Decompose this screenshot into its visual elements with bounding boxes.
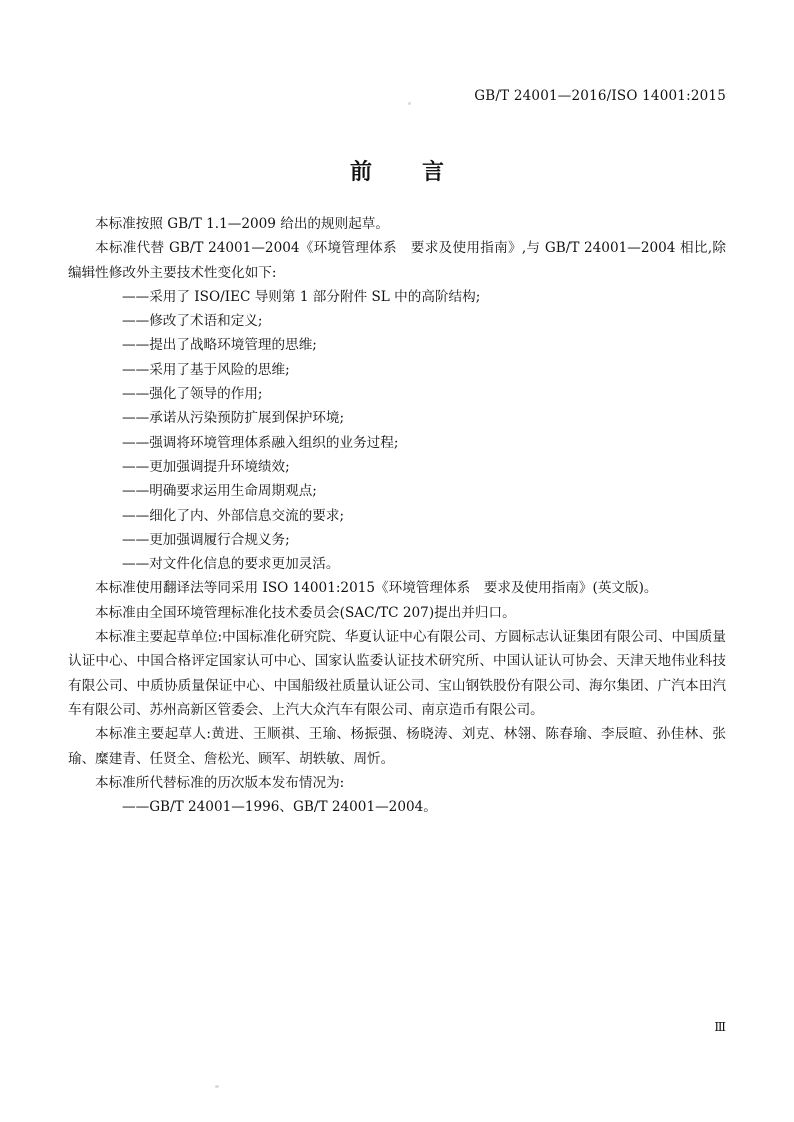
list-item: ——更加强调履行合规义务; [122, 531, 290, 548]
list-item: ——细化了内、外部信息交流的要求; [122, 507, 345, 524]
scan-speck [215, 1085, 219, 1088]
scan-speck [408, 102, 411, 105]
list-item: ——修改了术语和定义; [122, 313, 263, 330]
paragraph: 本标准使用翻译法等同采用 ISO 14001:2015《环境管理体系 要求及使用指南》(英文版)。 [95, 580, 658, 597]
list-item: ——采用了 ISO/IEC 导则第 1 部分附件 SL 中的高阶结构; [122, 288, 481, 305]
paragraph: 本标准代替 GB/T 24001—2004《环境管理体系 要求及使用指南》,与 GB/T 24001—2004 相比,除编辑性修改外主要技术性变化如下: [68, 240, 726, 281]
paragraph: 本标准由全国环境管理标准化技术委员会(SAC/TC 207)提出并归口。 [95, 604, 516, 621]
list-item: ——强化了领导的作用; [122, 386, 263, 403]
list-item: ——明确要求运用生命周期观点; [122, 483, 317, 500]
paragraph: 本标准按照 GB/T 1.1—2009 给出的规则起草。 [95, 216, 389, 232]
page-header-standard-code: GB/T 24001—2016/ISO 14001:2015 [474, 88, 726, 104]
document-body [68, 212, 726, 819]
list-item: ——GB/T 24001—1996、GB/T 24001—2004。 [122, 799, 437, 816]
list-item: ——更加强调提升环境绩效; [122, 458, 290, 475]
paragraph: 本标准主要起草人:黄进、王顺祺、王瑜、杨振强、杨晓涛、刘克、林翎、陈春瑜、李辰暄、孙佳林、张瑜、糜建青、任贤全、詹松光、顾军、胡轶敏、周忻。 [68, 726, 726, 767]
list-item: ——采用了基于风险的思维; [122, 361, 290, 378]
page-title: 前 言 [349, 159, 458, 185]
list-item: ——强调将环境管理体系融入组织的业务过程; [122, 434, 399, 451]
paragraph: 本标准所代替标准的历次版本发布情况为: [95, 774, 345, 791]
page-number: Ⅲ [714, 1020, 726, 1034]
list-item: ——提出了战略环境管理的思维; [122, 337, 317, 354]
paragraph: 本标准主要起草单位:中国标准化研究院、华夏认证中心有限公司、方圆标志认证集团有限公司、中国质量认证中心、中国合格评定国家认可中心、国家认监委认证技术研究所、中国认证认可协会、天津天地伟业科技有限公司、中质协质量保证中心、中国船级社质量认证公司、宝山钢铁股份有限公司、海尔集团、广汽本田汽车有限公司、苏州高新区管委会、上汽大众汽车有限公司、南京造币有限公司。 [68, 629, 726, 718]
list-item: ——对文件化信息的要求更加灵活。 [122, 556, 340, 573]
list-item: ——承诺从污染预防扩展到保护环境; [122, 410, 345, 427]
